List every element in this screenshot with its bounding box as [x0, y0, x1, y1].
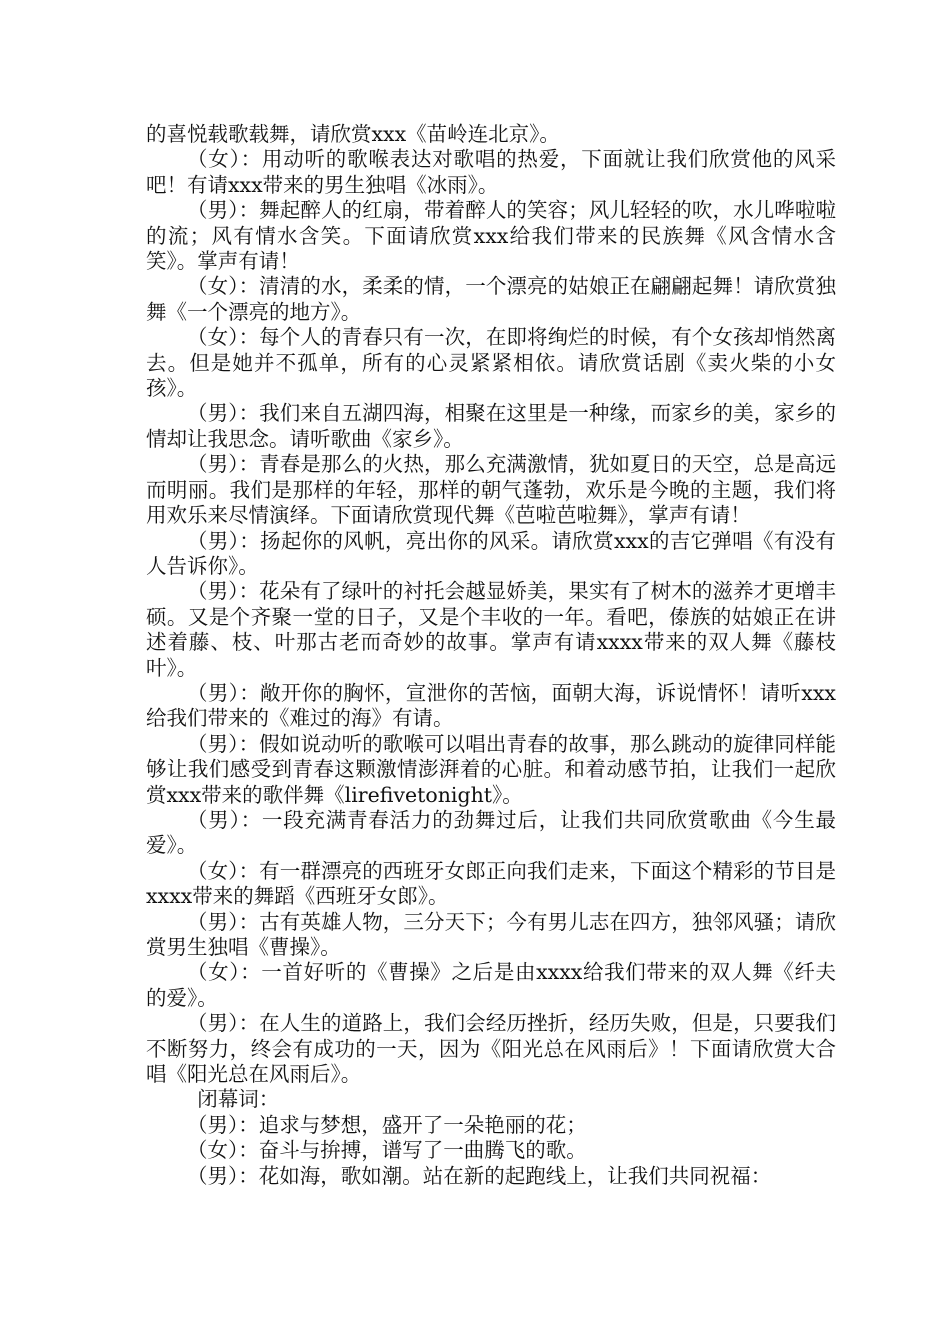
paragraph-male-host: （男）：敞开你的胸怀，宣泄你的苦恼，面朝大海，诉说情怀！请听xxx给我们带来的《难过的海》有请。	[146, 680, 836, 731]
section-heading-closing: 闭幕词：	[197, 1087, 280, 1112]
paragraph-female-host: （女）：每个人的青春只有一次，在即将绚烂的时候，有个女孩却悄然离去。但是她并不孤单，所有的心灵紧紧相依。请欣赏话剧《卖火柴的小女孩》。	[146, 325, 836, 401]
paragraph-male-host: （男）：在人生的道路上，我们会经历挫折，经历失败，但是，只要我们不断努力，终会有成功的一天，因为《阳光总在风雨后》！下面请欣赏大合唱《阳光总在风雨后》。	[146, 1011, 836, 1087]
paragraph-male-host: （男）：我们来自五湖四海，相聚在这里是一种缘，而家乡的美，家乡的情却让我思念。请听歌曲《家乡》。	[146, 401, 836, 451]
paragraph-female-host: （女）：奋斗与拚搏，谱写了一曲腾飞的歌。	[187, 1138, 587, 1163]
paragraph-female-host: （女）：用动听的歌喉表达对歌唱的热爱，下面就让我们欣赏他的风采吧！有请xxx带来的男生独唱《冰雨》。	[146, 147, 836, 197]
paragraph-male-host: （男）：追求与梦想，盛开了一朵艳丽的花；	[187, 1112, 587, 1137]
paragraph-male-host: （男）：花如海，歌如潮。站在新的起跑线上，让我们共同祝福：	[187, 1163, 772, 1188]
paragraph-male-host: （男）：青春是那么的火热，那么充满激情，犹如夏日的天空，总是高远而明丽。我们是那样的年轻，那样的朝气蓬勃，欢乐是今晚的主题，我们将用欢乐来尽情演绎。下面请欣赏现代舞《芭啦芭啦舞》，掌声有请！	[146, 452, 836, 528]
paragraph-male-host: （男）：假如说动听的歌喉可以唱出青春的故事，那么跳动的旋律同样能够让我们感受到青春这颗激情澎湃着的心脏。和着动感节拍，让我们一起欣赏xxx带来的歌伴舞《lirefivetonight》。	[146, 731, 836, 807]
paragraph-female-host: （女）：清清的水，柔柔的情，一个漂亮的姑娘正在翩翩起舞！请欣赏独舞《一个漂亮的地方》。	[146, 274, 836, 324]
paragraph-male-host: （男）：花朵有了绿叶的衬托会越显娇美，果实有了树木的滋养才更增丰硕。又是个齐聚一堂的日子，又是个丰收的一年。看吧，傣族的姑娘正在讲述着藤、枝、叶那古老而奇妙的故事。掌声有请xxxx带来的双人舞《藤枝叶》。	[146, 579, 836, 680]
paragraph-continuation: 的喜悦载歌载舞，请欣赏xxx《苗岭连北京》。	[146, 122, 560, 146]
document-page	[146, 122, 836, 1189]
paragraph-male-host: （男）：扬起你的风帆，亮出你的风采。请欣赏xxx的吉它弹唱《有没有人告诉你》。	[146, 528, 836, 578]
paragraph-female-host: （女）：一首好听的《曹操》之后是由xxxx给我们带来的双人舞《纤夫的爱》。	[146, 960, 836, 1010]
paragraph-male-host: （男）：古有英雄人物，三分天下；今有男儿志在四方，独邻风骚；请欣赏男生独唱《曹操》。	[146, 909, 836, 959]
paragraph-male-host: （男）：舞起醉人的红扇，带着醉人的笑容；风儿轻轻的吹，水儿哗啦啦的流；风有情水含笑。下面请欣赏xxx给我们带来的民族舞《风含情水含笑》。掌声有请！	[146, 198, 836, 274]
paragraph-male-host: （男）：一段充满青春活力的劲舞过后，让我们共同欣赏歌曲《今生最爱》。	[146, 807, 836, 858]
paragraph-female-host: （女）：有一群漂亮的西班牙女郎正向我们走来，下面这个精彩的节目是xxxx带来的舞蹈《西班牙女郎》。	[146, 858, 836, 909]
